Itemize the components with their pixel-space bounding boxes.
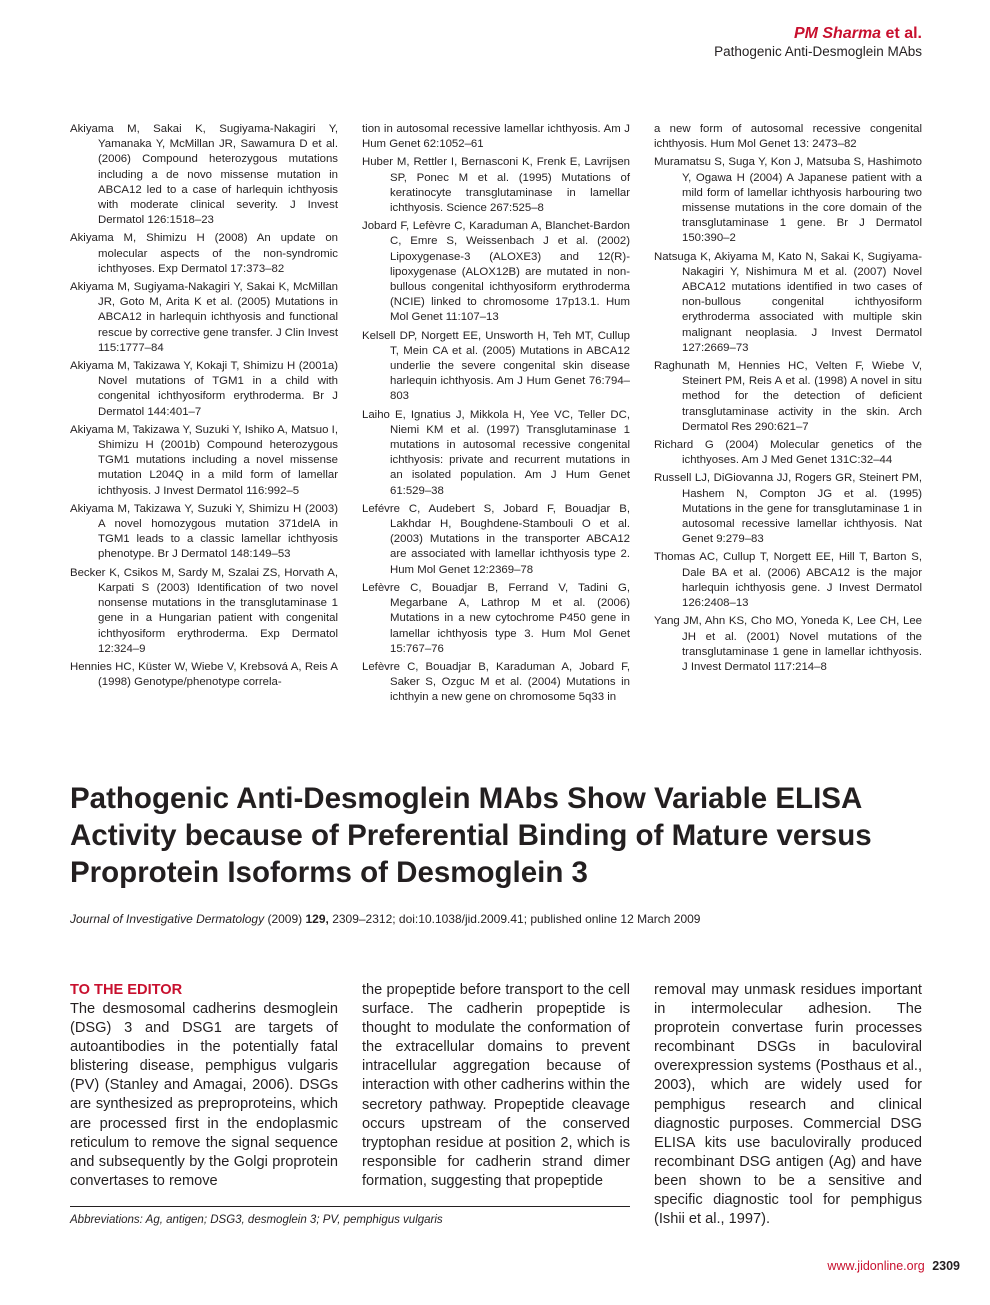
reference-item: Akiyama M, Sugiyama-Nakagiri Y, Sakai K, McMillan JR, Goto M, Arita K et al. (2005) Mutations in ABCA12 in harlequin ichthyosis and functional rescue by corrective gene transfer. J Clin Invest 115:1777–84 <box>70 281 338 354</box>
references-column-3 <box>654 122 922 678</box>
reference-item: Lefévre C, Audebert S, Jobard F, Bouadjar B, Lakhdar H, Boughdene-Stambouli O et al. (2003) Mutations in the transporter ABCA12 are associated with lamellar ichthyosis type 2. Hum Mol Genet 12:2369–78 <box>362 502 630 576</box>
body-column-1 <box>70 981 338 1191</box>
reference-item: Yang JM, Ahn KS, Cho MO, Yoneda K, Lee CH, Lee JH et al. (2001) Novel mutations of the transglutaminase 1 gene in lamellar ichthyosis. J Invest Dermatol 117:214–8 <box>654 615 922 673</box>
reference-item: Jobard F, Lefèvre C, Karaduman A, Blanchet-Bardon C, Emre S, Weissenbach J et al. (2002) Lipoxygenase-3 (ALOXE3) and 12(R)-lipoxygenase (ALOX12B) are mutated in non-bullous congenital ichthyosiform erythroderma (NCIE) linked to chromosome 17p13.1. Hum Mol Genet 11:107–13 <box>362 220 630 324</box>
page-number: 2309 <box>932 1259 960 1273</box>
citation-year: (2009) <box>267 912 303 926</box>
reference-item: Lefèvre C, Bouadjar B, Ferrand V, Tadini G, Megarbane A, Lathrop M et al. (2006) Mutations in a new cytochrome P450 gene in lamellar ichthyosis type 3. Hum Mol Genet 15:767–76 <box>362 581 630 655</box>
citation-details: 2309–2312; doi:10.1038/jid.2009.41; published online 12 March 2009 <box>332 912 701 926</box>
reference-item: Akiyama M, Takizawa Y, Suzuki Y, Ishiko A, Matsuo I, Shimizu H (2001b) Compound heterozygous TGM1 mutations including a novel missense mutation L204Q in a mild form of lamellar ichthyosis. J Invest Dermatol 116:992–5 <box>70 423 338 497</box>
reference-item: Akiyama M, Shimizu H (2008) An update on molecular aspects of the non-syndromic ichthyoses. Exp Dermatol 17:373–82 <box>70 232 338 275</box>
reference-item: Becker K, Csikos M, Sardy M, Szalai ZS, Horvath A, Karpati S (2003) Identification of two novel nonsense mutations in the transglutaminase 1 gene in a Hungarian patient with congenital ichthyosiform erythroderma. Exp Dermatol 12:324–9 <box>70 566 338 655</box>
references-column-1 <box>70 122 338 693</box>
reference-item: Kelsell DP, Norgett EE, Unsworth H, Teh MT, Cullup T, Mein CA et al. (2005) Mutations in ABCA12 underlie the severe congenital skin disease harlequin ichthyosis. Am J Hum Genet 76:794–803 <box>362 329 630 403</box>
header-author-name: PM Sharma <box>793 25 882 42</box>
reference-item: Hennies HC, Küster W, Wiebe V, Krebsová A, Reis A (1998) Genotype/phenotype correla- <box>70 660 338 689</box>
body-column-3 <box>654 981 922 1229</box>
header-running-title: Pathogenic Anti-Desmoglein MAbs <box>714 44 922 59</box>
reference-item: Akiyama M, Takizawa Y, Suzuki Y, Shimizu H (2003) A novel homozygous mutation 371delA in TGM1 leads to a classic lamellar ichthyosis phenotype. Br J Dermatol 148:149–53 <box>70 502 338 561</box>
page-footer <box>827 1258 960 1274</box>
reference-item: Richard G (2004) Molecular genetics of the ichthyoses. Am J Med Genet 131C:32–44 <box>654 439 922 467</box>
references-column-2 <box>362 122 630 709</box>
section-heading: TO THE EDITOR <box>70 982 183 998</box>
journal-name: Journal of Investigative Dermatology <box>70 912 265 926</box>
abbreviations-footnote: Abbreviations: Ag, antigen; DSG3, desmoglein 3; PV, pemphigus vulgaris <box>70 1214 443 1226</box>
reference-item: Raghunath M, Hennies HC, Velten F, Wiebe V, Steinert PM, Reis A et al. (1998) A novel in situ method for the detection of deficient transglutaminase activity in the skin. Arch Dermatol Res 290:621–7 <box>654 360 922 433</box>
body-text: removal may unmask residues important in intermolecular adhesion. The proprotein convertase furin processes recombinant DSGs in baculoviral overexpression systems (Posthaus et al., 2003), which are widely used for pemphigus research and clinical diagnostic purposes. Commercial DSG ELISA kits use baculovirally produced recombinant DSG antigen (Ag) and have been shown to be a sensitive and specific diagnostic tool for pemphigus (Ishii et al., 1997). <box>654 982 922 1228</box>
reference-item: Akiyama M, Sakai K, Sugiyama-Nakagiri Y, Yamanaka Y, McMillan JR, Sawamura D et al. (2006) Compound heterozygous mutations including a de novo missense mutation in ABCA12 led to a case of harlequin ichthyosis with moderate clinical severity. J Invest Dermatol 126:1518–23 <box>70 123 338 227</box>
reference-item: Laiho E, Ignatius J, Mikkola H, Yee VC, Teller DC, Niemi KM et al. (1997) Transglutaminase 1 mutations in autosomal recessive congenital ichthyosis: private and recurrent mutations in an isolated population. Am J Hum Genet 61:529–38 <box>362 408 630 497</box>
reference-item: Lefèvre C, Bouadjar B, Karaduman A, Jobard F, Saker S, Ozguc M et al. (2004) Mutations in ichthyin a new gene on chromosome 5q33 in <box>362 660 630 704</box>
reference-item: Akiyama M, Takizawa Y, Kokaji T, Shimizu H (2001a) Novel mutations of TGM1 in a child with congenital ichthyosiform erythroderma. Br J Dermatol 144:401–7 <box>70 360 338 418</box>
article-title: Pathogenic Anti-Desmoglein MAbs Show Variable ELISA Activity because of Preferential Binding of Mature versus Proprotein Isoforms of Desmoglein 3 <box>70 782 872 889</box>
reference-item: Thomas AC, Cullup T, Norgett EE, Hill T, Barton S, Dale BA et al. (2006) ABCA12 is the major harlequin ichthyosis gene. J Invest Dermatol 126:2408–13 <box>654 551 922 610</box>
reference-item: Russell LJ, DiGiovanna JJ, Rogers GR, Steinert PM, Hashem N, Compton JG et al. (1995) Mutations in the gene for transglutaminase 1 in autosomal recessive lamellar ichthyosis. Nat Genet 9:279–83 <box>654 472 922 546</box>
article-citation <box>70 911 930 927</box>
reference-item: Muramatsu S, Suga Y, Kon J, Matsuba S, Hashimoto Y, Ogawa H (2004) A Japanese patient with a mild form of lamellar ichthyosis harbouring two missense mutations in the core domain of the transglutaminase 1 gene. Br J Dermatol 150:390–2 <box>654 156 922 245</box>
running-header <box>714 24 922 61</box>
body-column-2 <box>362 981 630 1191</box>
citation-volume: 129, <box>305 912 329 926</box>
footnote-divider <box>70 1206 630 1207</box>
reference-continuation: tion in autosomal recessive lamellar ichthyosis. Am J Hum Genet 62:1052–61 <box>362 123 630 151</box>
header-author-suffix: et al. <box>885 25 922 42</box>
reference-item: Huber M, Rettler I, Bernasconi K, Frenk E, Lavrijsen SP, Ponec M et al. (1995) Mutations of keratinocyte transglutaminase in lamellar ichthyosis. Science 267:525–8 <box>362 156 630 215</box>
reference-continuation: a new form of autosomal recessive congenital ichthyosis. Hum Mol Genet 13: 2473–82 <box>654 123 922 151</box>
header-author <box>714 24 922 43</box>
body-text: the propeptide before transport to the cell surface. The cadherin propeptide is thought to modulate the conformation of the extracellular domains to prevent intracellular aggregation because of interaction with other cadherins within the secretory pathway. Propeptide cleavage occurs upstream of the conserved tryptophan residue at position 2, which is responsible for cadherin strand dimer formation, suggesting that propeptide <box>362 982 630 1189</box>
body-text: The desmosomal cadherins desmoglein (DSG) 3 and DSG1 are targets of autoantibodies in the potentially fatal blistering disease, pemphigus vulgaris (PV) (Stanley and Amagai, 2006). DSGs are synthesized as preproproteins, which are processed first in the endoplasmic reticulum to remove the signal sequence and subsequently by the Golgi proprotein convertases to remove <box>70 1001 338 1189</box>
reference-item: Natsuga K, Akiyama M, Kato N, Sakai K, Sugiyama-Nakagiri Y, Nishimura M et al. (2007) Novel ABCA12 mutations identified in two cases of non-bullous congenital ichthyosiform erythroderma associated with multiple skin malignant neoplasia. J Invest Dermatol 127:2669–73 <box>654 250 922 354</box>
journal-website-link[interactable]: www.jidonline.org <box>827 1259 925 1273</box>
